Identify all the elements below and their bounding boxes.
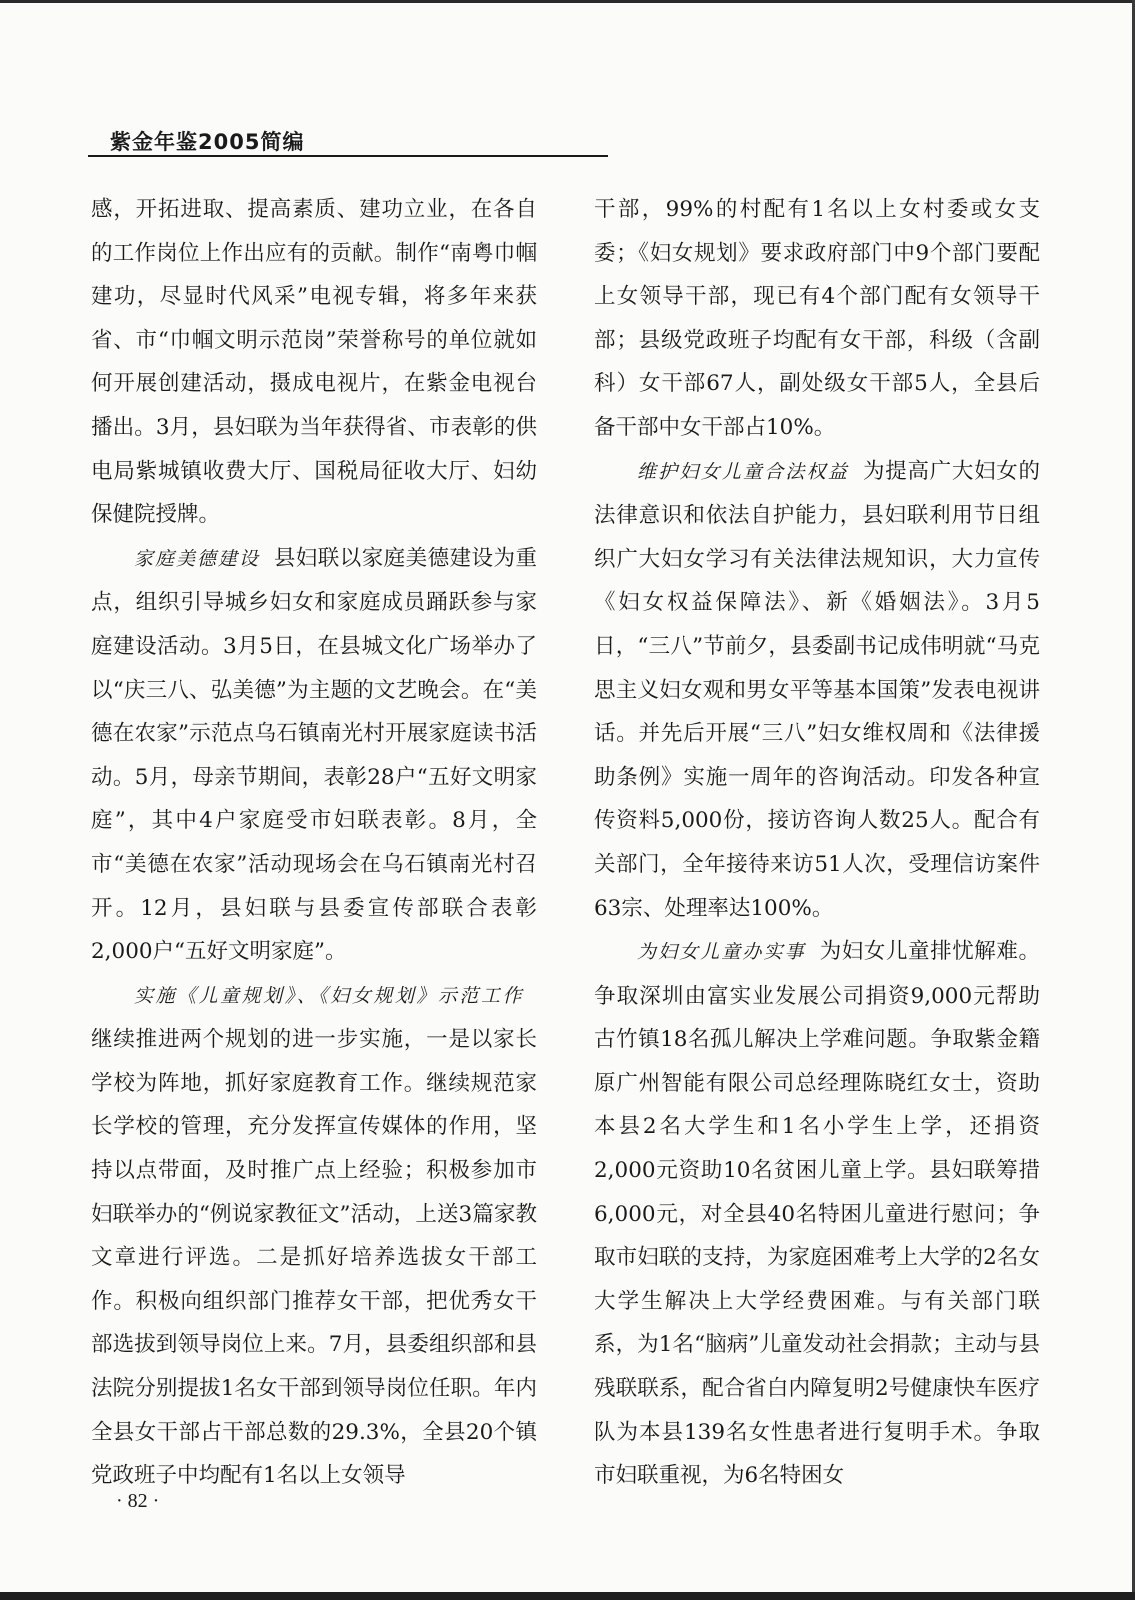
section-heading: 为妇女儿童办实事 — [637, 941, 806, 964]
page-number: · 82 · — [116, 1490, 160, 1512]
scan-border-bottom — [0, 1592, 1135, 1600]
section-body: 继续推进两个规划的进一步实施，一是以家长学校为阵地，抓好家庭教育工作。继续规范家长学校的管理，充分发挥宣传媒体的作用，坚持以点带面，及时推广点上经验；积极参加市妇联举办的“例说家教征文”活动，上送3篇家教文章进行评选。二是抓好培养选拔女干部工作。积极向组织部门推荐女干部，把优秀女干部选拔到领导岗位上来。7月，县委组织部和县法院分别提拔1名女干部到领导岗位任职。年内全县女干部占干部总数的29.3%，全县20个镇党政班子中均配有1名以上女领导 — [91, 1027, 537, 1489]
paragraph-continued: 干部，99%的村配有1名以上女村委或女支委；《妇女规划》要求政府部门中9个部门要配上女领导干部，现已有4个部门配有女领导干部；县级党政班子均配有女干部，科级（含副科）女干部67人，副处级女干部5人，全县后备干部中女干部占10%。 — [594, 197, 1040, 440]
section-plans — [91, 974, 537, 1498]
paragraph-continued: 感，开拓进取、提高素质、建功立业，在各自的工作岗位上作出应有的贡献。制作“南粤巾帼建功，尽显时代风采”电视专辑，将多年来获省、市“巾帼文明示范岗”荣誉称号的单位就如何开展创建活动，摄成电视片，在紫金电视台播出。3月，县妇联为当年获得省、市表彰的供电局紫城镇收费大厅、国税局征收大厅、妇幼保健院授牌。 — [91, 197, 537, 528]
section-heading: 实施《儿童规划》、《妇女规划》示范工作 — [134, 984, 523, 1007]
section-heading: 维护妇女儿童合法权益 — [637, 460, 850, 483]
running-header: 紫金年鉴2005简编 — [110, 130, 305, 154]
right-column — [594, 188, 1040, 1498]
section-practical-matters — [594, 930, 1040, 1498]
section-heading: 家庭美德建设 — [134, 547, 260, 570]
left-column — [91, 188, 537, 1498]
header-rule — [88, 155, 608, 157]
section-body: 县妇联以家庭美德建设为重点，组织引导城乡妇女和家庭成员踊跃参与家庭建设活动。3月5日，在县城文化广场举办了以“庆三八、弘美德”为主题的文艺晚会。在“美德在农家”示范点乌石镇南光村开展家庭读书活动。5月，母亲节期间，表彰28户“五好文明家庭”，其中4户家庭受市妇联表彰。8月，全市“美德在农家”活动现场会在乌石镇南光村召开。12月，县妇联与县委宣传部联合表彰2,000户“五好文明家庭”。 — [91, 545, 537, 965]
section-rights — [594, 450, 1040, 931]
section-body: 为妇女儿童排忧解难。争取深圳由富实业发展公司捐资9,000元帮助古竹镇18名孤儿解决上学难问题。争取紫金籍原广州智能有限公司总经理陈晓红女士，资助本县2名大学生和1名小学生上学，还捐资2,000元资助10名贫困儿童上学。县妇联筹措6,000元，对全县40名特困儿童进行慰问；争取市妇联的支持，为家庭困难考上大学的2名女大学生解决上大学经费困难。与有关部门联系，为1名“脑病”儿童发动社会捐款；主动与县残联联系，配合省白内障复明2号健康快车医疗队为本县139名女性患者进行复明手术。争取市妇联重视，为6名特困女 — [594, 939, 1040, 1489]
section-body: 为提高广大妇女的法律意识和依法自护能力，县妇联利用节日组织广大妇女学习有关法律法规知识，大力宣传《妇女权益保障法》、新《婚姻法》。3月5日，“三八”节前夕，县委副书记成伟明就“马克思主义妇女观和男女平等基本国策”发表电视讲话。并先后开展“三八”妇女维权周和《法律援助条例》实施一周年的咨询活动。印发各种宣传资料5,000份，接访咨询人数25人。配合有关部门，全年接待来访51人次，受理信访案件63宗、处理率达100%。 — [594, 458, 1040, 921]
scan-border-top — [0, 0, 1135, 3]
section-family-virtue — [91, 537, 537, 974]
